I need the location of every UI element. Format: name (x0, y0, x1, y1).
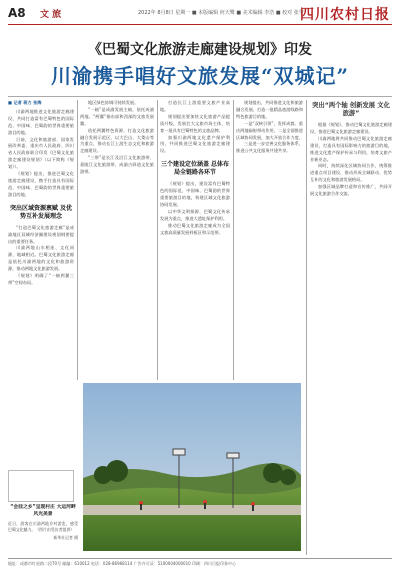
paragraph: 《规划》明确了“一轴两翼三带”空间布局。 (8, 273, 74, 285)
paragraph: 日前，文化和旅游部、国家发展改革委、重庆市人民政府、四川省人民政府联合印发《巴蜀文化旅游走廊建设规划》（以下简称《规划》）。 (8, 136, 74, 170)
section-label: 文 旅 (40, 10, 62, 20)
section-subheading: 突出区域资源禀赋 及优势互补发展理念 (9, 204, 73, 220)
paragraph: 加强川渝两地文化遗产保护利用，共同推进巴蜀文化旅游走廊建设。 (160, 134, 230, 154)
page-header (0, 0, 400, 26)
paragraph: 川渝两地将共同推动巴蜀文化旅游走廊建设，打造具有国际影响力的旅游目的地，推进文化遗产保护传承与利用，培育文旅产业新业态。 (310, 135, 392, 162)
date-line: 2022年 8月8日 星期一 ■ 本版编辑 何天鹭 ■ 美术编辑 李浩 ■ 校对 张莹 (138, 10, 304, 16)
paragraph: “打造巴蜀文化旅游走廊”是成渝地区双城经济圈建设规划纲要提出的重要任务。 (8, 224, 74, 244)
caption-text: 近日，游客在川渝两地乡村游览，感受巴蜀文化魅力。（图片由受访者提供） (8, 521, 78, 532)
article-subtitle: 《巴蜀文化旅游走廊建设规划》印发 (88, 42, 312, 58)
paragraph: 三是进一步完善文化服务体系，推进公共文化服务共建共享。 (236, 141, 303, 154)
paragraph: 根据《规划》，推动巴蜀文化旅游走廊建设，推进巴蜀文化旅游走廊建设。 (310, 122, 392, 134)
column-divider (233, 100, 234, 380)
article-byline: ■ 记者 蒋力 张海 (8, 100, 42, 105)
photo-caption (8, 505, 78, 541)
paragraph: 地区绿色协调可持续发展。 (88, 100, 139, 105)
paragraph: 依托两翼特色资源，打造文化旅游融合发展示范区，以大巴山、大娄山等为重点，推动长江上游生态文化和旅游走廊建设。 (80, 127, 154, 154)
paragraph: 推动巴蜀文化旅游走廊成为全国文旅高质量发展样板区和示范带。 (160, 222, 230, 235)
column-divider (157, 100, 158, 380)
paragraph: 规划提出，共同推进文化和旅游融合发展。打造一批精品旅游线路和特色旅游目的地。 (236, 100, 303, 119)
paragraph: 《规划》提出，建设富有巴蜀特色的国际范、中国味、巴蜀韵的世界重要旅游目的地，构建区域文化旅游协同发展。 (160, 181, 230, 207)
article-column-3 (160, 100, 230, 380)
article-column-4 (236, 100, 303, 380)
paragraph: 一是“双核引领”，发挥成都、重庆两地辐射带动作用，二是全面推进区域协同发展，加大开放合作力度。 (236, 120, 303, 140)
caption-title: “会挂之乡”呈现村庄 大运河畔风光美景 (10, 505, 76, 517)
landscape-photo (83, 383, 301, 551)
newspaper-masthead: 四川农村日报 (300, 7, 390, 23)
paragraph: 打造长江上游重要文旅产业高地。 (160, 100, 230, 112)
column-divider (77, 100, 78, 380)
article-column-2 (80, 100, 154, 380)
paragraph: 规划提出要加快文化旅游产品提质升级，发展壮大文旅市场主体，培育一批具有巴蜀特色的文旅品牌。 (160, 113, 230, 133)
page-number: A8 (8, 6, 26, 20)
sidebar-article (310, 100, 392, 555)
paragraph: 《规划》提出，推进巴蜀文化旅游走廊建设，携手打造具有国际范、中国味、巴蜀韵的世界重要旅游目的地。 (8, 171, 74, 197)
column-divider (306, 100, 307, 555)
paragraph: 以中华文明探源、巴蜀文化传承发展为重点，推进大遗址保护利用。 (160, 208, 230, 221)
article-headline: 川渝携手唱好文旅发展“双城记” (50, 64, 349, 88)
news-photo (83, 383, 301, 551)
paragraph: “一轴”是成渝发展主轴，依托成渝两地。“两翼”指东部和西部的文旅发展翼。 (80, 106, 154, 126)
paragraph: 加强区域品牌打造和宣传推广，共同开展文化旅游合作交流。 (310, 184, 392, 197)
header-rule (8, 24, 392, 25)
article-column-1 (8, 100, 74, 460)
paragraph: “三带”是长江及沿江文化旅游带、嘉陵江文化旅游带、成渝古驿道文化旅游带。 (80, 155, 154, 175)
caption-frame (8, 470, 74, 502)
paragraph: 同时，持续深化区域协同合作，统筹推进重点项目建设，推动形成全域联动、优势互补的文化和旅游发展格局。 (310, 163, 392, 183)
footer-rule (8, 558, 392, 559)
paragraph: 川渝两地山水相连、文化同源，地域相近。巴蜀文化旅游走廊是依托川渝两地的文化和旅游资源，推动两地文化旅游发展。 (8, 245, 74, 272)
section-subheading: 三个建设定位涵盖 总体布局全链路各环节 (160, 161, 230, 177)
headline-rule (8, 96, 392, 97)
page-footer: 地址：成都市红星路二段70号 邮编：610012 电话：028-86968114 广告许可证：5100004000010 印刷：四川日报印务中心 (8, 561, 236, 566)
sidebar-heading: 突出“两个轴 创新发展 文化旅游” (312, 102, 390, 117)
paragraph: 川渝两地推进文化旅游走廊建设，共同打造富有巴蜀特色的国际范、中国味、巴蜀韵的世界重要旅游目的地。 (8, 108, 74, 135)
photo-credit: 新华社记者 摄 (53, 535, 78, 540)
